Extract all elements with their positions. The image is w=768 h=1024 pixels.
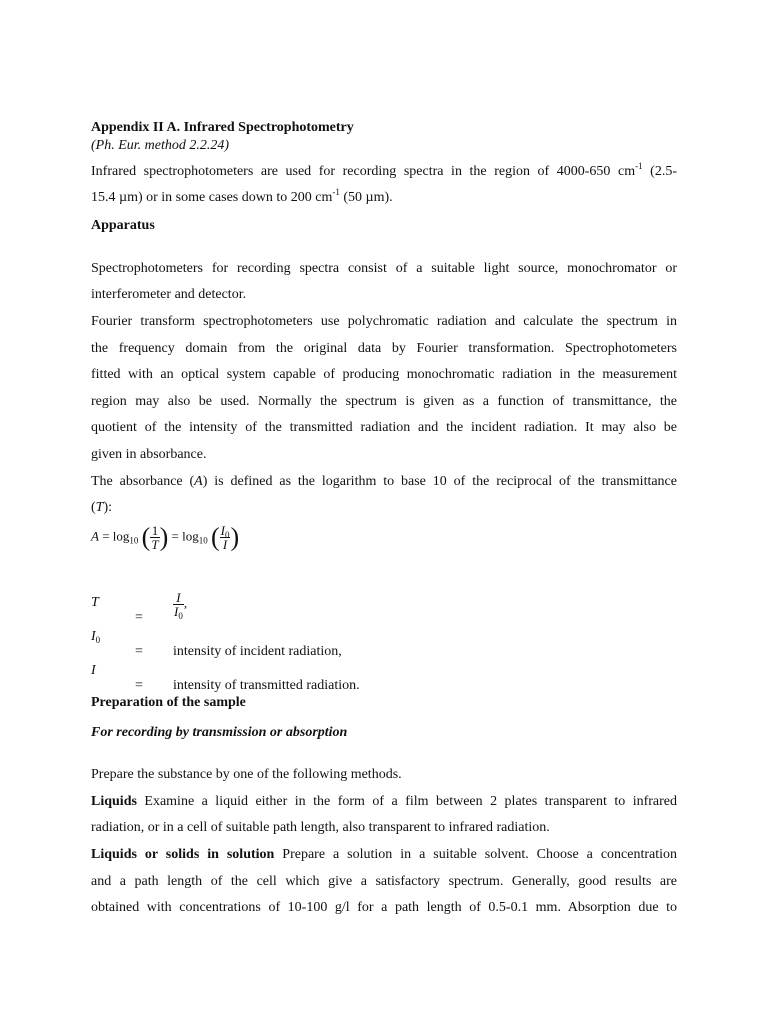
paragraph-line: quotient of the intensity of the transmitted radiation and the incident radiation. It may also be bbox=[91, 420, 677, 435]
solutions-line-3: obtained with concentrations of 10-100 g/l for a path length of 0.5-0.1 mm. Absorption due to bbox=[91, 900, 677, 915]
paragraph-line: Fourier transform spectrophotometers use polychromatic radiation and calculate the spectrum in bbox=[91, 314, 677, 329]
intro-line-1: Infrared spectrophotometers are used for recording spectra in the region of 4000-650 $cm^{-1}$ (2.5- bbox=[91, 161, 677, 179]
paragraph-line: interferometer and detector. bbox=[91, 287, 247, 302]
liquids-line-1: Liquids Examine a liquid either in the form of a film between 2 plates transparent to infrared bbox=[91, 794, 677, 809]
preparation-subheading: For recording by transmission or absorption bbox=[91, 725, 348, 740]
method-reference: (Ph. Eur. method 2.2.24) bbox=[91, 138, 230, 153]
symbol-I0: $I_0$ bbox=[91, 629, 101, 645]
intro-line-2: 15.4 µm) or in some cases down to 200 $cm^{-1}$ (50 µm). bbox=[91, 187, 393, 205]
equals-sign: = bbox=[135, 678, 143, 693]
solutions-line-1: Liquids or solids in solution Prepare a solution in a suitable solvent. Choose a concentration bbox=[91, 847, 677, 862]
transmittance-fraction: $\frac{I}{I_0}$ , bbox=[174, 590, 188, 621]
paragraph-line: Spectrophotometers for recording spectra consist of a suitable light source, monochromator or bbox=[91, 261, 677, 276]
paragraph-line: fitted with an optical system capable of producing monochromatic radiation in the measurement bbox=[91, 367, 677, 382]
paragraph-line: the frequency domain from the original data by Fourier transformation. Spectrophotometers bbox=[91, 341, 677, 356]
symbol-T: T bbox=[91, 595, 99, 610]
solutions-line-2: and a path length of the cell which give a satisfactory spectrum. Generally, good results are bbox=[91, 874, 677, 889]
liquids-line-2: radiation, or in a cell of suitable path length, also transparent to infrared radiation. bbox=[91, 820, 550, 835]
equals-sign: = bbox=[135, 610, 143, 625]
paragraph-line: given in absorbance. bbox=[91, 447, 207, 462]
preparation-heading: Preparation of the sample bbox=[91, 695, 246, 710]
absorbance-formula: $A = \log_{10}$ ( $\frac{1}{T}$ ) = $\log_{10}$ ( $\frac{I_0}{I}$ ) bbox=[91, 522, 240, 552]
absorbance-definition-line-1: The absorbance (A) is defined as the logarithm to base 10 of the reciprocal of the transmittance bbox=[91, 474, 677, 489]
definition-text: intensity of incident radiation, bbox=[173, 644, 342, 659]
apparatus-heading: Apparatus bbox=[91, 218, 155, 233]
definition-text: intensity of transmitted radiation. bbox=[173, 678, 360, 693]
paragraph-line: region may also be used. Normally the spectrum is given as a function of transmittance, the bbox=[91, 394, 677, 409]
preparation-intro: Prepare the substance by one of the following methods. bbox=[91, 767, 402, 782]
absorbance-definition-line-2: (T): bbox=[91, 500, 113, 515]
section-title: Appendix II A. Infrared Spectrophotometry bbox=[91, 120, 354, 135]
equals-sign: = bbox=[135, 644, 143, 659]
symbol-I: I bbox=[91, 663, 96, 678]
